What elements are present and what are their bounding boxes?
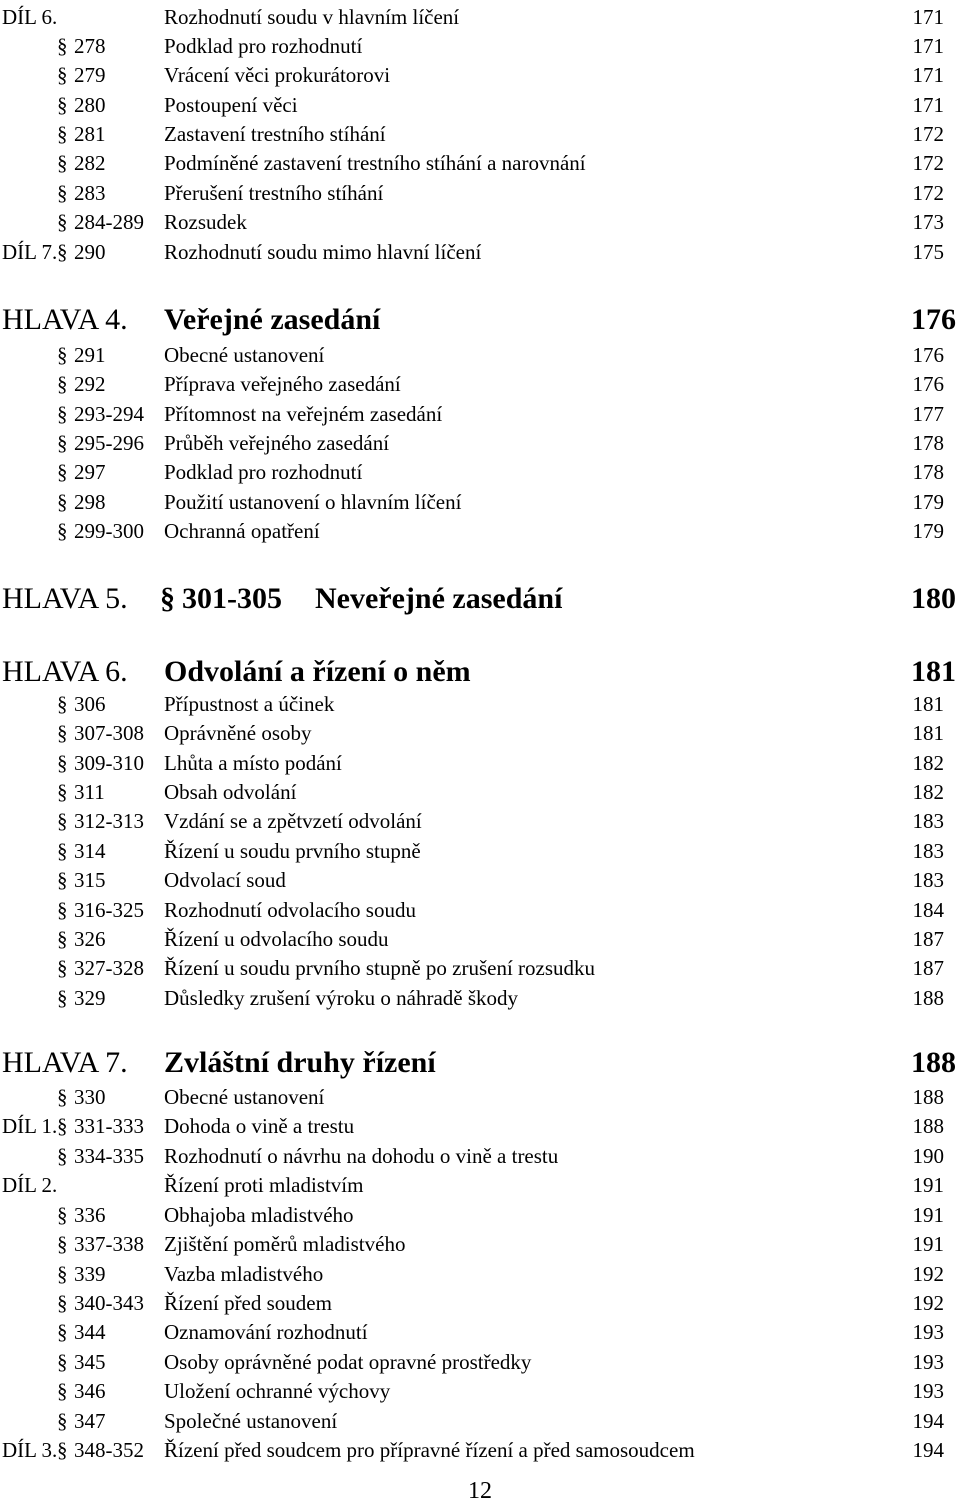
toc-entry-page: 171 — [912, 34, 944, 58]
section-sign: § — [57, 1114, 68, 1138]
toc-entry-number: 312-313 — [74, 809, 144, 833]
toc-entry-page: 188 — [911, 1046, 956, 1079]
toc-entry-number: 283 — [74, 181, 106, 205]
toc-entry-page: 191 — [912, 1203, 944, 1227]
toc-entry-prefix: HLAVA 5. — [2, 582, 128, 615]
toc-entry — [0, 1200, 960, 1230]
toc-entry — [0, 31, 960, 61]
page-number: 12 — [468, 1478, 492, 1504]
toc-entry-page: 171 — [912, 63, 944, 87]
toc-entry-page: 192 — [912, 1262, 944, 1286]
toc-entry-title: Řízení u soudu prvního stupně po zrušení rozsudku — [164, 956, 596, 980]
section-sign: § — [57, 1262, 68, 1286]
toc-entry-title: Oznamování rozhodnutí — [164, 1320, 368, 1344]
toc-entry-number: 306 — [74, 692, 106, 716]
section-sign: § — [57, 1203, 68, 1227]
toc-entry — [0, 836, 960, 866]
toc-entry-page: 182 — [912, 780, 944, 804]
section-sign: § — [57, 151, 68, 175]
toc-entry — [0, 148, 960, 178]
toc-entry — [0, 487, 960, 517]
section-sign: § — [57, 868, 68, 892]
toc-entry-title: Zastavení trestního stíhání — [164, 122, 386, 146]
toc-entry-number: 301-305 — [182, 582, 282, 615]
toc-entry-number: 348-352 — [74, 1438, 144, 1462]
toc-entry-title: Průběh veřejného zasedání — [164, 431, 390, 455]
section-sign: § — [57, 1291, 68, 1315]
toc-entry-title: Obecné ustanovení — [164, 1085, 325, 1109]
toc-entry-page: 175 — [912, 240, 944, 264]
section-sign: § — [57, 460, 68, 484]
toc-entry — [0, 428, 960, 458]
toc-entry-page: 176 — [912, 372, 944, 396]
toc-entry-number: 330 — [74, 1085, 106, 1109]
toc-entry — [0, 953, 960, 983]
toc-entry-page: 190 — [912, 1144, 944, 1168]
toc-entry-number: 346 — [74, 1379, 106, 1403]
toc-entry-page: 182 — [912, 751, 944, 775]
toc-entry-number: 279 — [74, 63, 106, 87]
toc-entry-number: 295-296 — [74, 431, 144, 455]
toc-entry-title: Dohoda o vině a trestu — [164, 1114, 355, 1138]
section-sign: § — [57, 780, 68, 804]
toc-entry-number: 291 — [74, 343, 106, 367]
toc-entry — [0, 1406, 960, 1436]
toc-entry — [0, 983, 960, 1013]
toc-entry-number: 347 — [74, 1409, 106, 1433]
toc-entry-page: 176 — [912, 343, 944, 367]
toc-entry-number: 298 — [74, 490, 106, 514]
toc-entry-page: 176 — [911, 303, 956, 336]
toc-entry — [0, 748, 960, 778]
toc-entry-number: 284-289 — [74, 210, 144, 234]
toc-entry-number: 334-335 — [74, 1144, 144, 1168]
toc-entry-number: 311 — [74, 780, 105, 804]
section-sign: § — [57, 751, 68, 775]
toc-entry-page: 191 — [912, 1173, 944, 1197]
toc-entry-number: 282 — [74, 151, 106, 175]
toc-entry-prefix: HLAVA 4. — [2, 303, 128, 336]
section-sign: § — [57, 402, 68, 426]
toc-entry-page: 177 — [912, 402, 944, 426]
toc-entry-title: Obsah odvolání — [164, 780, 297, 804]
toc-entry — [0, 1347, 960, 1377]
toc-entry-page: 193 — [912, 1350, 944, 1374]
section-sign: § — [57, 1409, 68, 1433]
toc-entry-page: 187 — [912, 927, 944, 951]
toc-entry — [0, 340, 960, 370]
section-sign: § — [57, 986, 68, 1010]
toc-entry — [0, 1435, 960, 1465]
toc-entry-title: Obecné ustanovení — [164, 343, 325, 367]
toc-entry-number: 280 — [74, 93, 106, 117]
section-sign: § — [57, 63, 68, 87]
toc-entry-page: 188 — [912, 986, 944, 1010]
toc-entry-prefix: DÍL 2. — [2, 1173, 58, 1197]
toc-chapter-heading — [0, 300, 960, 340]
toc-entry-title: Neveřejné zasedání — [315, 582, 563, 615]
toc-entry-page: 194 — [912, 1438, 944, 1462]
toc-chapter-heading — [0, 579, 960, 619]
section-sign: § — [57, 34, 68, 58]
toc-entry-page: 181 — [911, 655, 956, 688]
toc-entry — [0, 237, 960, 267]
section-sign: § — [57, 898, 68, 922]
toc-entry — [0, 60, 960, 90]
section-sign: § — [57, 1438, 68, 1462]
toc-entry-page: 181 — [912, 721, 944, 745]
section-sign: § — [57, 1320, 68, 1344]
toc-entry-page: 179 — [912, 519, 944, 543]
toc-entry-page: 183 — [912, 809, 944, 833]
toc-entry-page: 191 — [912, 1232, 944, 1256]
toc-entry — [0, 865, 960, 895]
toc-entry — [0, 1229, 960, 1259]
toc-entry — [0, 895, 960, 925]
toc-entry-prefix: DÍL 7. — [2, 240, 58, 264]
toc-entry-title: Odvolací soud — [164, 868, 286, 892]
toc-entry-title: Ochranná opatření — [164, 519, 320, 543]
toc-entry-title: Rozhodnutí o návrhu na dohodu o vině a trestu — [164, 1144, 559, 1168]
toc-entry-page: 183 — [912, 839, 944, 863]
section-sign: § — [57, 122, 68, 146]
toc-entry-title: Podklad pro rozhodnutí — [164, 34, 363, 58]
toc-entry-number: 292 — [74, 372, 106, 396]
toc-entry — [0, 207, 960, 237]
toc-entry-title: Veřejné zasedání — [164, 303, 381, 336]
toc-entry-title: Příprava veřejného zasedání — [164, 372, 401, 396]
toc-entry-number: 314 — [74, 839, 106, 863]
section-sign: § — [57, 431, 68, 455]
toc-entry-page: 172 — [912, 181, 944, 205]
section-sign: § — [57, 210, 68, 234]
toc-entry-number: 345 — [74, 1350, 106, 1374]
section-sign: § — [57, 839, 68, 863]
section-sign: § — [57, 372, 68, 396]
toc-entry-title: Řízení u soudu prvního stupně — [164, 839, 421, 863]
toc-entry-prefix: DÍL 6. — [2, 5, 58, 29]
section-sign: § — [57, 1085, 68, 1109]
toc-entry-number: 331-333 — [74, 1114, 144, 1138]
toc-entry-title: Podklad pro rozhodnutí — [164, 460, 363, 484]
toc-entry — [0, 1259, 960, 1289]
toc-entry-page: 184 — [912, 898, 944, 922]
toc-entry-number: 327-328 — [74, 956, 144, 980]
section-sign: § — [57, 1232, 68, 1256]
toc-entry-title: Uložení ochranné výchovy — [164, 1379, 391, 1403]
toc-entry — [0, 119, 960, 149]
toc-entry-prefix: HLAVA 6. — [2, 655, 128, 688]
toc-entry-page: 178 — [912, 431, 944, 455]
toc-entry-page: 179 — [912, 490, 944, 514]
toc-entry-number: 299-300 — [74, 519, 144, 543]
section-sign: § — [57, 692, 68, 716]
toc-entry — [0, 1376, 960, 1406]
toc-entry-title: Zjištění poměrů mladistvého — [164, 1232, 406, 1256]
toc-entry-page: 173 — [912, 210, 944, 234]
toc-entry — [0, 806, 960, 836]
toc-entry — [0, 1317, 960, 1347]
toc-entry-page: 183 — [912, 868, 944, 892]
section-sign: § — [57, 181, 68, 205]
toc-entry-number: 336 — [74, 1203, 106, 1227]
toc-entry — [0, 1141, 960, 1171]
section-sign: § — [57, 1379, 68, 1403]
toc-entry-page: 171 — [912, 93, 944, 117]
section-sign: § — [57, 93, 68, 117]
toc-entry — [0, 718, 960, 748]
toc-entry-title: Rozhodnutí odvolacího soudu — [164, 898, 416, 922]
toc-entry-title: Odvolání a řízení o něm — [164, 655, 471, 688]
toc-entry-title: Řízení před soudcem pro přípravné řízení a před samosoudcem — [164, 1438, 695, 1462]
toc-entry — [0, 90, 960, 120]
toc-entry-title: Rozsudek — [164, 210, 247, 234]
toc-entry-title: Přípustnost a účinek — [164, 692, 335, 716]
toc-entry-page: 193 — [912, 1379, 944, 1403]
toc-entry-number: 337-338 — [74, 1232, 144, 1256]
section-sign: § — [57, 240, 68, 264]
toc-entry-title: Rozhodnutí soudu mimo hlavní líčení — [164, 240, 482, 264]
section-sign: § — [57, 809, 68, 833]
toc-entry-number: 344 — [74, 1320, 106, 1344]
toc-entry-page: 172 — [912, 151, 944, 175]
toc-entry-title: Zvláštní druhy řízení — [164, 1046, 436, 1079]
toc-entry-title: Použití ustanovení o hlavním líčení — [164, 490, 462, 514]
toc-entry — [0, 457, 960, 487]
toc-entry-title: Oprávněné osoby — [164, 721, 312, 745]
toc-entry-number: 339 — [74, 1262, 106, 1286]
toc-entry-number: 281 — [74, 122, 106, 146]
toc-entry-page: 172 — [912, 122, 944, 146]
section-sign: § — [57, 927, 68, 951]
toc-entry-prefix: DÍL 1. — [2, 1114, 58, 1138]
toc-entry-page: 180 — [911, 582, 956, 615]
toc-entry — [0, 399, 960, 429]
toc-entry-prefix: HLAVA 7. — [2, 1046, 128, 1079]
toc-entry-title: Přerušení trestního stíhání — [164, 181, 384, 205]
toc-entry-title: Vazba mladistvého — [164, 1262, 324, 1286]
toc-chapter-heading — [0, 1043, 960, 1083]
toc-entry-title: Lhůta a místo podání — [164, 751, 342, 775]
toc-entry-page: 188 — [912, 1114, 944, 1138]
toc-chapter-heading — [0, 652, 960, 692]
toc-entry-title: Osoby oprávněné podat opravné prostředky — [164, 1350, 532, 1374]
toc-entry-title: Důsledky zrušení výroku o náhradě škody — [164, 986, 519, 1010]
toc-entry-title: Vrácení věci prokurátorovi — [164, 63, 391, 87]
toc-entry-number: 297 — [74, 460, 106, 484]
toc-entry-prefix: DÍL 3. — [2, 1438, 58, 1462]
section-sign: § — [57, 490, 68, 514]
toc-entry-number: 326 — [74, 927, 106, 951]
toc-entry — [0, 1170, 960, 1200]
toc-entry-number: 309-310 — [74, 751, 144, 775]
section-sign: § — [57, 956, 68, 980]
toc-entry-number: 307-308 — [74, 721, 144, 745]
toc-entry — [0, 369, 960, 399]
toc-entry — [0, 689, 960, 719]
toc-entry-page: 188 — [912, 1085, 944, 1109]
toc-entry-title: Podmíněné zastavení trestního stíhání a narovnání — [164, 151, 586, 175]
section-sign: § — [160, 582, 175, 615]
toc-entry-page: 178 — [912, 460, 944, 484]
toc-entry-page: 193 — [912, 1320, 944, 1344]
section-sign: § — [57, 519, 68, 543]
toc-entry-page: 194 — [912, 1409, 944, 1433]
section-sign: § — [57, 1144, 68, 1168]
toc-entry-number: 290 — [74, 240, 106, 264]
toc-entry-title: Obhajoba mladistvého — [164, 1203, 354, 1227]
toc-entry-title: Řízení u odvolacího soudu — [164, 927, 389, 951]
toc-entry — [0, 178, 960, 208]
toc-entry-title: Postoupení věci — [164, 93, 298, 117]
toc-entry-title: Společné ustanovení — [164, 1409, 338, 1433]
toc-entry — [0, 2, 960, 32]
section-sign: § — [57, 1350, 68, 1374]
toc-entry-title: Vzdání se a zpětvzetí odvolání — [164, 809, 422, 833]
toc-entry-number: 340-343 — [74, 1291, 144, 1315]
section-sign: § — [57, 721, 68, 745]
toc-entry-page: 192 — [912, 1291, 944, 1315]
toc-entry-title: Rozhodnutí soudu v hlavním líčení — [164, 5, 460, 29]
toc-entry — [0, 924, 960, 954]
toc-entry — [0, 1082, 960, 1112]
toc-entry-number: 315 — [74, 868, 106, 892]
toc-entry-number: 329 — [74, 986, 106, 1010]
toc-entry-title: Řízení proti mladistvím — [164, 1173, 364, 1197]
section-sign: § — [57, 343, 68, 367]
toc-entry-page: 181 — [912, 692, 944, 716]
toc-entry — [0, 516, 960, 546]
toc-entry-page: 187 — [912, 956, 944, 980]
toc-entry-title: Přítomnost na veřejném zasedání — [164, 402, 443, 426]
toc-entry — [0, 777, 960, 807]
toc-entry — [0, 1111, 960, 1141]
toc-entry-number: 278 — [74, 34, 106, 58]
toc-entry-page: 171 — [912, 5, 944, 29]
toc-entry-number: 316-325 — [74, 898, 144, 922]
toc-entry — [0, 1288, 960, 1318]
toc-entry-title: Řízení před soudem — [164, 1291, 332, 1315]
toc-entry-number: 293-294 — [74, 402, 144, 426]
